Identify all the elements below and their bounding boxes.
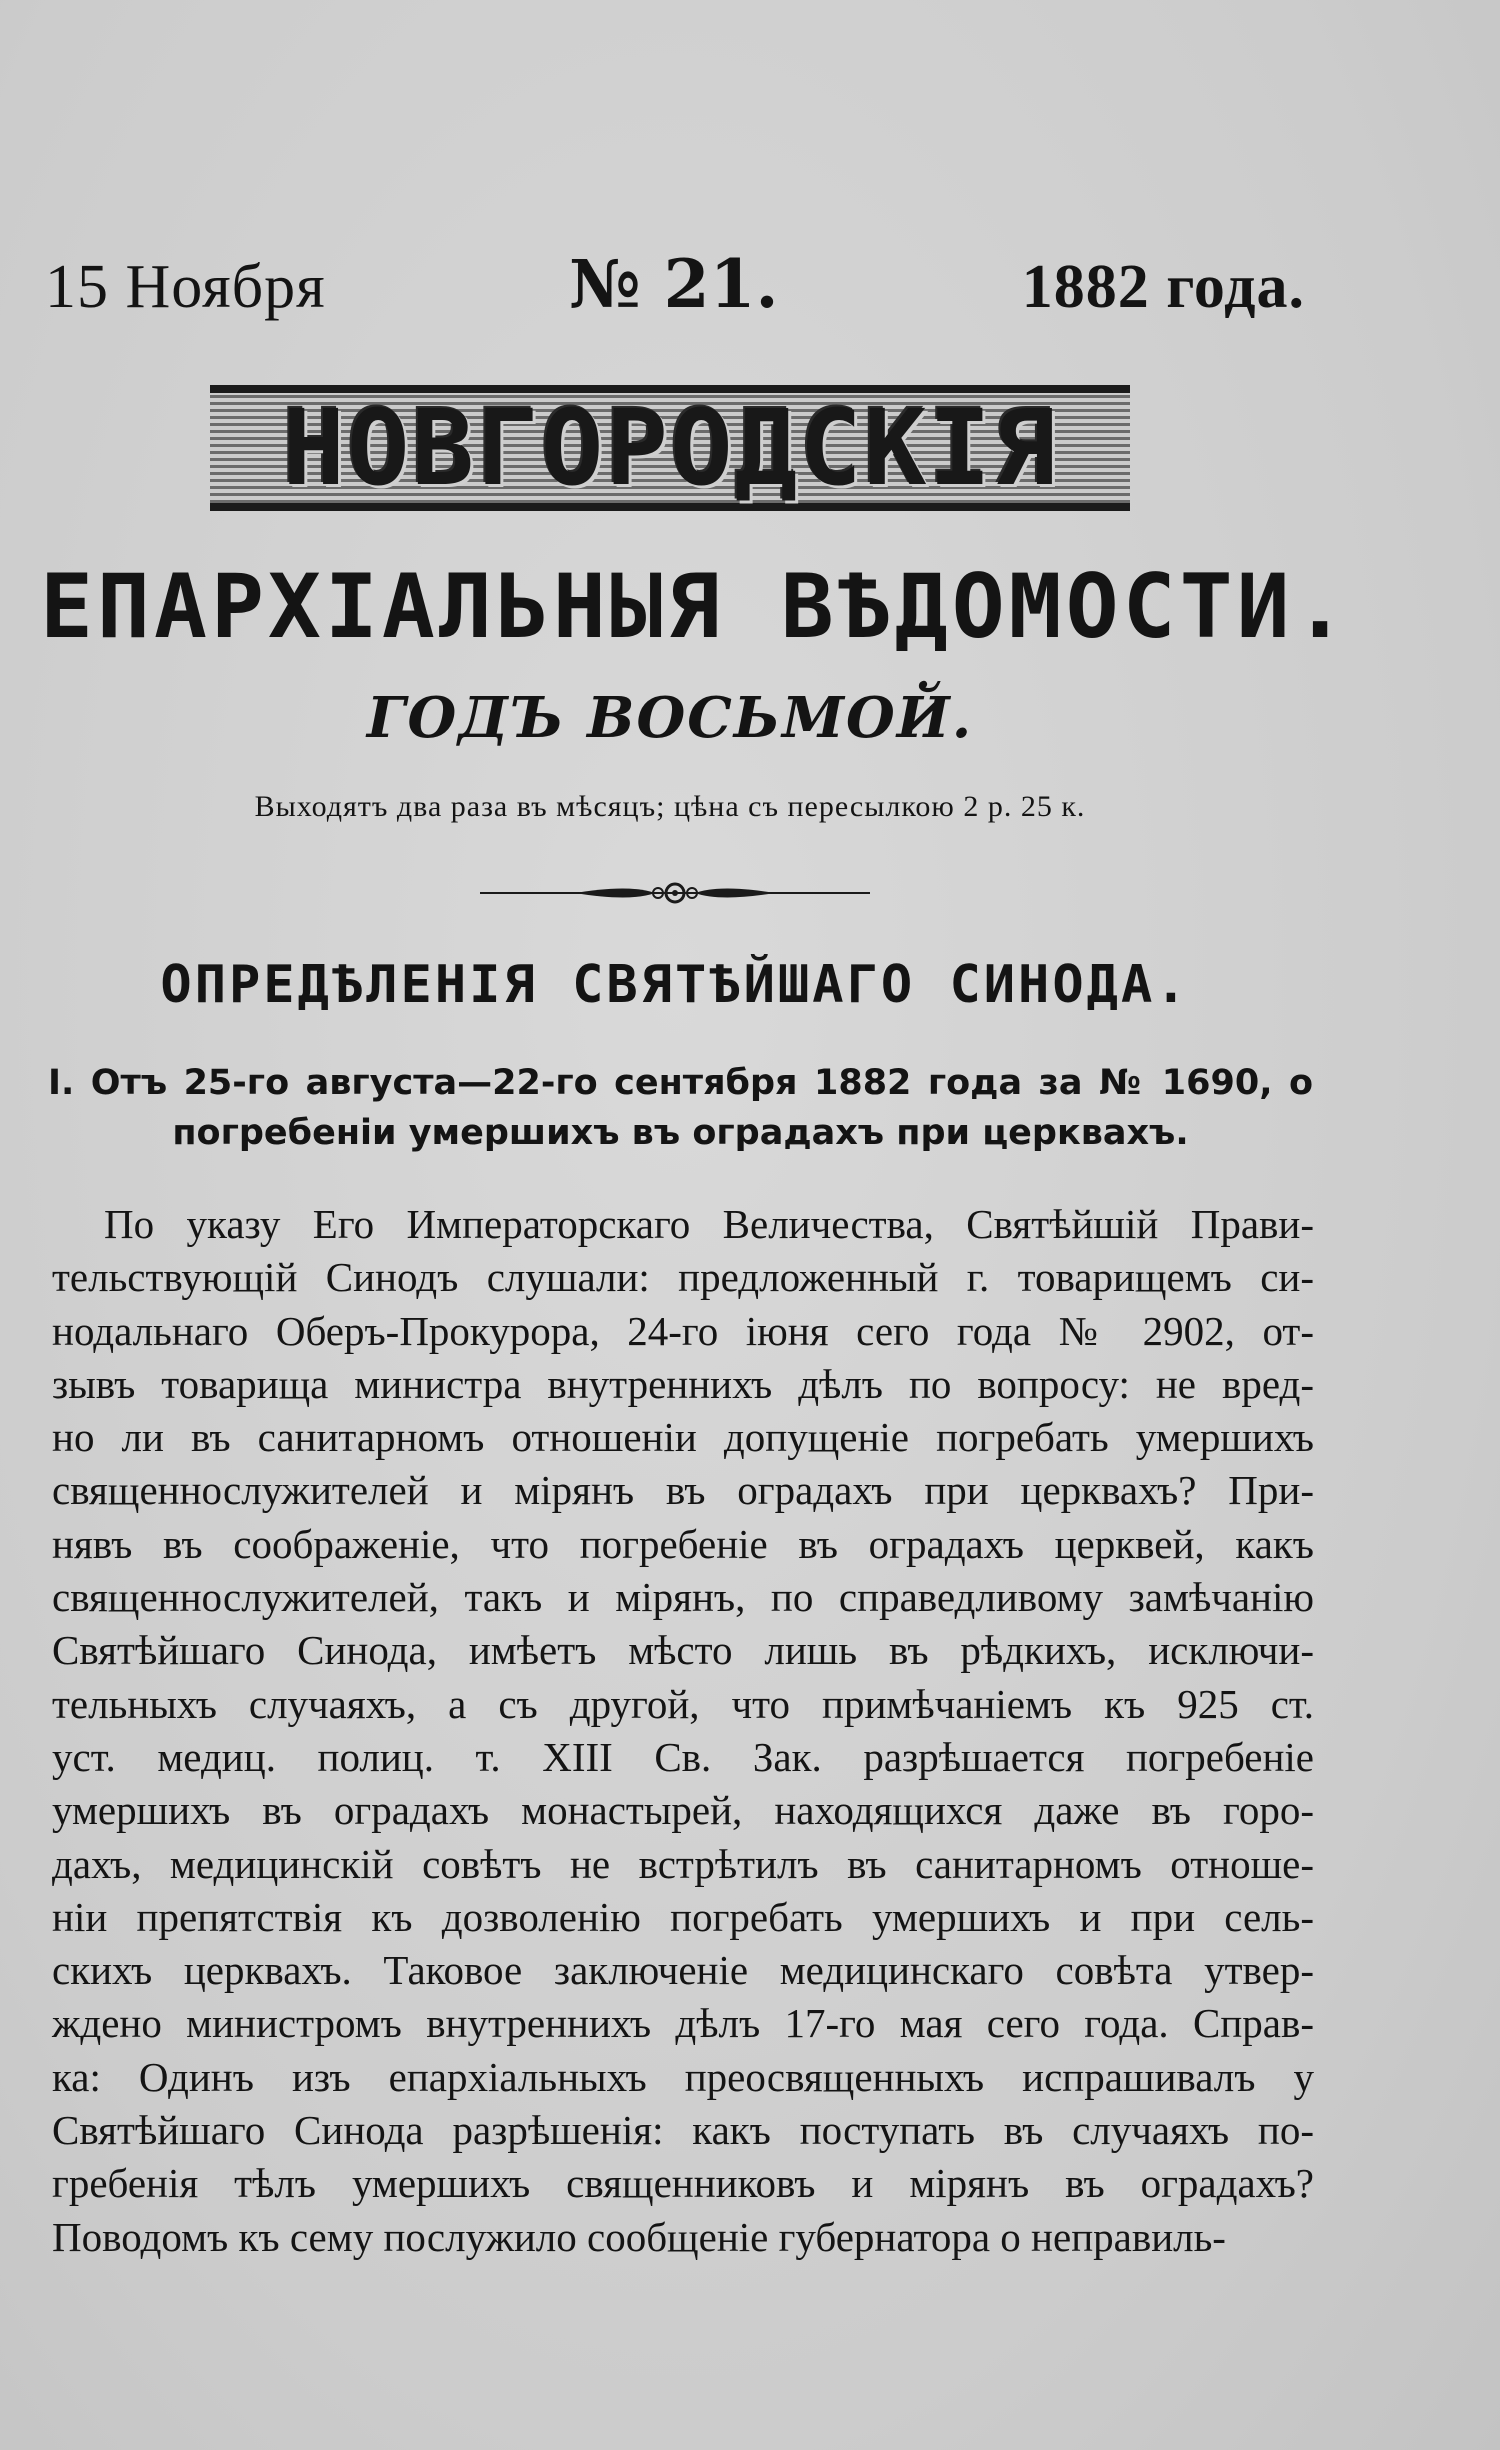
body-line: ніи препятствія къ дозволенію погребать умершихъ и при сель- bbox=[52, 1893, 1314, 1940]
body-line: ждено министромъ внутреннихъ дѣлъ 17-го мая сего года. Справ- bbox=[52, 2000, 1314, 2047]
body-line: Святѣйшаго Синода разрѣшенія: какъ поступать въ случаяхъ по- bbox=[52, 2107, 1314, 2154]
body-line: гребенія тѣлъ умершихъ священниковъ и мірянъ въ оградахъ? bbox=[52, 2160, 1314, 2207]
journal-title-line1: НОВГОРОДСКІЯ bbox=[210, 385, 1130, 511]
issue-year: 1882 года. bbox=[1021, 253, 1305, 321]
body-line: Поводомъ къ сему послужило сообщеніе губернатора о неправиль- bbox=[52, 2213, 1226, 2260]
body-line: тельствующій Синодъ слушали: предложенный г. товарищемъ си- bbox=[52, 1254, 1314, 1301]
body-line: священнослужителей, такъ и мірянъ, по справедливому замѣчанію bbox=[52, 1574, 1314, 1621]
ornament-divider bbox=[480, 878, 870, 908]
body-line: скихъ церквахъ. Таковое заключеніе медицинскаго совѣта утвер- bbox=[52, 1947, 1314, 1994]
body-line: По указу Его Императорскаго Величества, Святѣйшій Прави- bbox=[104, 1201, 1314, 1247]
issue-date: 15 Ноября bbox=[45, 253, 326, 321]
body-line: дахъ, медицинскій совѣтъ не встрѣтилъ въ санитарномъ отноше- bbox=[52, 1840, 1314, 1887]
body-line: зывъ товарища министра внутреннихъ дѣлъ по вопросу: не вред- bbox=[52, 1360, 1314, 1407]
issue-number: № 21. bbox=[568, 245, 779, 323]
body-line: нодальнаго Оберъ-Прокурора, 24-го іюня сего года № 2902, от- bbox=[52, 1307, 1314, 1354]
masthead bbox=[45, 245, 1305, 323]
body-line: Святѣйшаго Синода, имѣетъ мѣсто лишь въ рѣдкихъ, исключи- bbox=[52, 1627, 1314, 1674]
section-heading: ОПРЕДѢЛЕНІЯ СВЯТѢЙШАГО СИНОДА. bbox=[160, 955, 1190, 1015]
body-line: ка: Одинъ изъ епархіальныхъ преосвященныхъ испрашивалъ у bbox=[52, 2053, 1314, 2100]
subscription-info: Выходятъ два раза въ мѣсяцъ; цѣна съ пересылкою 2 р. 25 к. bbox=[254, 790, 1086, 823]
publication-year-line: ГОДЪ ВОСЬМОЙ. bbox=[366, 685, 974, 751]
body-line: уст. медиц. полиц. т. XIII Св. Зак. разрѣшается погребеніе bbox=[52, 1733, 1314, 1780]
body-line: нявъ въ соображеніе, что погребеніе въ оградахъ церквей, какъ bbox=[52, 1520, 1314, 1567]
decree-title: I. Отъ 25-го августа—22-го сентября 1882 года за № 1690, о погребеніи умершихъ въ оградахъ при церквахъ. bbox=[48, 1063, 1313, 1153]
body-line: но ли въ санитарномъ отношеніи допущеніе погребать умершихъ bbox=[52, 1414, 1314, 1461]
journal-title-line2: ЕПАРХІАЛЬНЫЯ ВѢДОМОСТИ. bbox=[40, 555, 1351, 658]
body-text bbox=[52, 1198, 1314, 2264]
body-line: тельныхъ случаяхъ, а съ другой, что примѣчаніемъ къ 925 ст. bbox=[52, 1680, 1314, 1727]
body-line: умершихъ въ оградахъ монастырей, находящихся даже въ горо- bbox=[52, 1787, 1314, 1834]
body-line: священнослужителей и мірянъ въ оградахъ при церквахъ? При- bbox=[52, 1467, 1314, 1514]
